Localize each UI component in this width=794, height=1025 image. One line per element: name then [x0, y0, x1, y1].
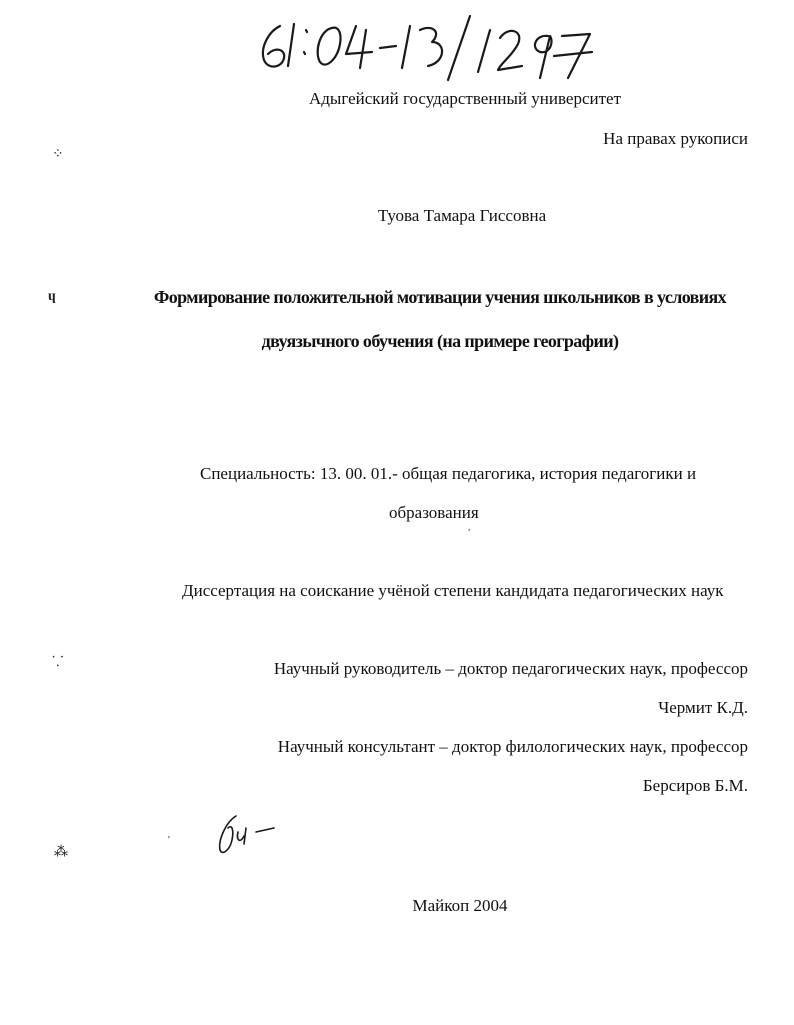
university-name: Адыгейский государственный университет [308, 89, 622, 108]
consultant-role: Научный консультант – доктор филологических наук, профессор [277, 737, 748, 756]
scan-speck: ' [168, 835, 170, 846]
scan-speck: ⸪ [52, 655, 64, 670]
dissertation-title-line-1: Формирование положительной мотивации учения школьников в условиях [153, 287, 727, 307]
dissertation-title-line-2: двуязычного обучения (на примере географии) [261, 331, 619, 351]
handwritten-signature [210, 810, 290, 860]
scan-speck: ⁂ [54, 845, 68, 860]
handwritten-registry-number [250, 8, 650, 88]
manuscript-rights-note: На правах рукописи [603, 129, 748, 148]
scan-speck: , [468, 522, 471, 532]
scan-speck: ɥ [48, 289, 56, 304]
specialty-line-2: образования [389, 503, 479, 522]
scan-speck: ⁘ [52, 147, 64, 162]
consultant-name: Берсиров Б.М. [642, 776, 748, 795]
dissertation-degree: Диссертация на соискание учёной степени кандидата педагогических наук [182, 581, 724, 600]
city-and-year: Майкоп 2004 [412, 896, 508, 915]
supervisor-role: Научный руководитель – доктор педагогических наук, профессор [273, 659, 748, 678]
specialty-line-1: Специальность: 13. 00. 01.- общая педагогика, история педагогики и [200, 464, 697, 483]
supervisor-name: Чермит К.Д. [658, 698, 748, 717]
author-name: Туова Тамара Гиссовна [377, 206, 547, 225]
